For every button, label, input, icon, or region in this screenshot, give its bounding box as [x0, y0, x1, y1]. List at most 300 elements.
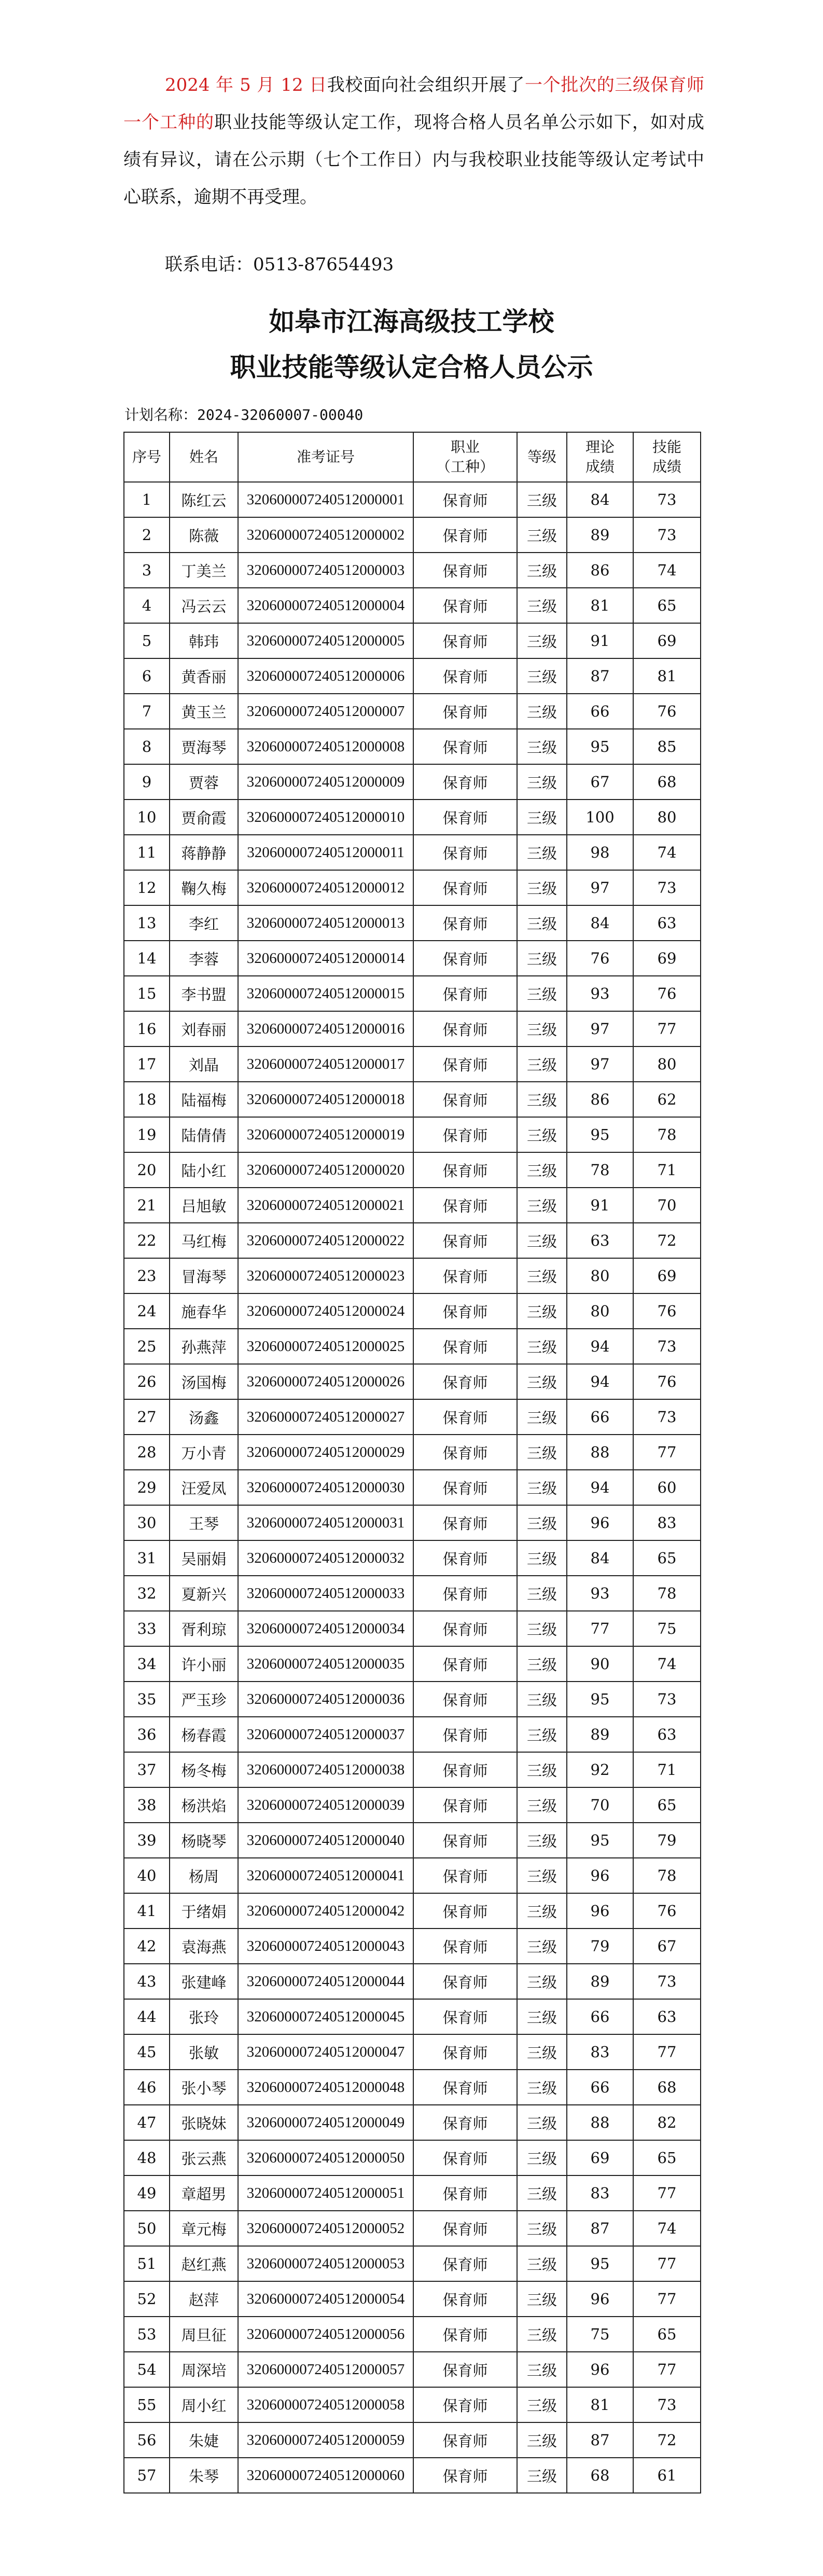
- cell-job: 保育师: [413, 2070, 517, 2105]
- cell-name: 章超男: [170, 2175, 238, 2211]
- cell-skill: 76: [633, 1293, 701, 1329]
- cell-name: 张敏: [170, 2034, 238, 2070]
- cell-no: 13: [124, 905, 170, 941]
- table-row: [124, 1223, 701, 1258]
- cell-theory: 80: [567, 1258, 633, 1293]
- cell-ticket: 320600007240512000016: [238, 1011, 413, 1046]
- cell-theory: 97: [567, 1046, 633, 1082]
- cell-level: 三级: [517, 1858, 567, 1893]
- header-no: 序号: [124, 432, 170, 482]
- cell-level: 三级: [517, 1293, 567, 1329]
- table-row: [124, 1858, 701, 1893]
- header-skill: 技能 成绩: [633, 432, 701, 482]
- cell-theory: 90: [567, 1646, 633, 1682]
- cell-theory: 69: [567, 2140, 633, 2175]
- cell-name: 汤国梅: [170, 1364, 238, 1399]
- cell-name: 张云燕: [170, 2140, 238, 2175]
- table-row: [124, 1329, 701, 1364]
- cell-job: 保育师: [413, 2422, 517, 2458]
- notice-paragraph: [123, 66, 704, 216]
- table-row: [124, 482, 701, 517]
- cell-name: 陆福梅: [170, 1082, 238, 1117]
- cell-level: 三级: [517, 1505, 567, 1540]
- cell-job: 保育师: [413, 2175, 517, 2211]
- cell-name: 鞠久梅: [170, 870, 238, 905]
- cell-job: 保育师: [413, 941, 517, 976]
- cell-no: 14: [124, 941, 170, 976]
- cell-no: 36: [124, 1717, 170, 1752]
- cell-theory: 88: [567, 2105, 633, 2140]
- school-title: 如皋市江海高级技工学校: [269, 307, 554, 337]
- cell-no: 53: [124, 2317, 170, 2352]
- cell-job: 保育师: [413, 1540, 517, 1576]
- cell-ticket: 320600007240512000041: [238, 1858, 413, 1893]
- cell-no: 25: [124, 1329, 170, 1364]
- cell-ticket: 320600007240512000039: [238, 1787, 413, 1823]
- cell-skill: 77: [633, 1011, 701, 1046]
- cell-name: 张建峰: [170, 1964, 238, 1999]
- cell-job: 保育师: [413, 1999, 517, 2034]
- cell-level: 三级: [517, 2070, 567, 2105]
- cell-ticket: 320600007240512000013: [238, 905, 413, 941]
- cell-job: 保育师: [413, 1258, 517, 1293]
- cell-ticket: 320600007240512000037: [238, 1717, 413, 1752]
- cell-skill: 76: [633, 1893, 701, 1928]
- cell-theory: 87: [567, 2422, 633, 2458]
- header-ticket: 准考证号: [238, 432, 413, 482]
- cell-theory: 95: [567, 2246, 633, 2281]
- cell-job: 保育师: [413, 729, 517, 764]
- cell-ticket: 320600007240512000015: [238, 976, 413, 1011]
- cell-level: 三级: [517, 729, 567, 764]
- cell-theory: 95: [567, 1117, 633, 1152]
- table-row: [124, 1787, 701, 1823]
- table-row: [124, 1364, 701, 1399]
- cell-theory: 79: [567, 1928, 633, 1964]
- cell-no: 29: [124, 1470, 170, 1505]
- cell-level: 三级: [517, 1576, 567, 1611]
- cell-no: 21: [124, 1188, 170, 1223]
- cell-name: 严玉珍: [170, 1682, 238, 1717]
- cell-name: 贾俞霞: [170, 800, 238, 835]
- table-row: [124, 976, 701, 1011]
- cell-level: 三级: [517, 1752, 567, 1787]
- cell-ticket: 320600007240512000005: [238, 623, 413, 658]
- notice-text-2: 职业技能等级认定工作，现将合格人员名单公示如下，如对成绩有异议，请在公示期（七个工作日）内与我校职业技能等级认定考试中心联系，逾期不再受理。: [123, 112, 705, 208]
- table-row: [124, 1823, 701, 1858]
- cell-ticket: 320600007240512000059: [238, 2422, 413, 2458]
- cell-theory: 87: [567, 2211, 633, 2246]
- cell-level: 三级: [517, 1152, 567, 1188]
- table-row: [124, 764, 701, 800]
- cell-name: 许小丽: [170, 1646, 238, 1682]
- cell-level: 三级: [517, 1999, 567, 2034]
- cell-theory: 98: [567, 835, 633, 870]
- cell-skill: 63: [633, 1717, 701, 1752]
- cell-skill: 74: [633, 2211, 701, 2246]
- cell-skill: 62: [633, 1082, 701, 1117]
- cell-ticket: 320600007240512000048: [238, 2070, 413, 2105]
- table-row: [124, 1611, 701, 1646]
- cell-skill: 75: [633, 1611, 701, 1646]
- table-row: [124, 1117, 701, 1152]
- cell-no: 11: [124, 835, 170, 870]
- cell-skill: 70: [633, 1188, 701, 1223]
- cell-level: 三级: [517, 553, 567, 588]
- cell-level: 三级: [517, 2105, 567, 2140]
- cell-job: 保育师: [413, 2140, 517, 2175]
- cell-theory: 81: [567, 588, 633, 623]
- cell-theory: 83: [567, 2034, 633, 2070]
- cell-skill: 72: [633, 1223, 701, 1258]
- cell-name: 贾蓉: [170, 764, 238, 800]
- cell-job: 保育师: [413, 588, 517, 623]
- cell-no: 56: [124, 2422, 170, 2458]
- notice-date: 2024 年 5 月 12 日: [165, 75, 327, 95]
- cell-skill: 78: [633, 1576, 701, 1611]
- cell-no: 52: [124, 2281, 170, 2317]
- cell-level: 三级: [517, 517, 567, 553]
- table-row: [124, 1188, 701, 1223]
- cell-level: 三级: [517, 1329, 567, 1364]
- cell-no: 2: [124, 517, 170, 553]
- cell-ticket: 320600007240512000001: [238, 482, 413, 517]
- cell-name: 朱婕: [170, 2422, 238, 2458]
- cell-theory: 84: [567, 905, 633, 941]
- cell-job: 保育师: [413, 2281, 517, 2317]
- cell-ticket: 320600007240512000025: [238, 1329, 413, 1364]
- table-row: [124, 1435, 701, 1470]
- table-row: [124, 1964, 701, 1999]
- cell-ticket: 320600007240512000040: [238, 1823, 413, 1858]
- table-row: [124, 2211, 701, 2246]
- cell-no: 34: [124, 1646, 170, 1682]
- cell-level: 三级: [517, 1893, 567, 1928]
- cell-no: 54: [124, 2352, 170, 2387]
- cell-skill: 68: [633, 2070, 701, 2105]
- cell-ticket: 320600007240512000052: [238, 2211, 413, 2246]
- cell-name: 吕旭敏: [170, 1188, 238, 1223]
- cell-name: 李书盟: [170, 976, 238, 1011]
- cell-name: 陆倩倩: [170, 1117, 238, 1152]
- cell-level: 三级: [517, 2246, 567, 2281]
- table-row: [124, 1082, 701, 1117]
- cell-level: 三级: [517, 2211, 567, 2246]
- cell-level: 三级: [517, 2175, 567, 2211]
- cell-no: 12: [124, 870, 170, 905]
- table-row: [124, 658, 701, 694]
- cell-no: 51: [124, 2246, 170, 2281]
- cell-no: 49: [124, 2175, 170, 2211]
- cell-theory: 96: [567, 1505, 633, 1540]
- cell-theory: 92: [567, 1752, 633, 1787]
- cell-skill: 73: [633, 1682, 701, 1717]
- cell-job: 保育师: [413, 976, 517, 1011]
- cell-skill: 60: [633, 1470, 701, 1505]
- cell-ticket: 320600007240512000047: [238, 2034, 413, 2070]
- cell-name: 李蓉: [170, 941, 238, 976]
- cell-job: 保育师: [413, 835, 517, 870]
- cell-ticket: 320600007240512000004: [238, 588, 413, 623]
- cell-name: 杨晓琴: [170, 1823, 238, 1858]
- cell-name: 刘晶: [170, 1046, 238, 1082]
- cell-ticket: 320600007240512000006: [238, 658, 413, 694]
- cell-skill: 76: [633, 694, 701, 729]
- cell-name: 韩玮: [170, 623, 238, 658]
- notice-batch: 一个批次的三级保育师一个工种的: [123, 75, 705, 133]
- cell-job: 保育师: [413, 1117, 517, 1152]
- cell-no: 22: [124, 1223, 170, 1258]
- cell-level: 三级: [517, 482, 567, 517]
- cell-level: 三级: [517, 1117, 567, 1152]
- cell-skill: 80: [633, 800, 701, 835]
- cell-ticket: 320600007240512000022: [238, 1223, 413, 1258]
- cell-job: 保育师: [413, 1011, 517, 1046]
- cell-skill: 73: [633, 2387, 701, 2422]
- cell-name: 吴丽娟: [170, 1540, 238, 1576]
- cell-name: 朱琴: [170, 2458, 238, 2493]
- cell-name: 马红梅: [170, 1223, 238, 1258]
- cell-theory: 89: [567, 517, 633, 553]
- table-row: [124, 2422, 701, 2458]
- cell-theory: 97: [567, 870, 633, 905]
- cell-no: 40: [124, 1858, 170, 1893]
- cell-skill: 77: [633, 2175, 701, 2211]
- table-row: [124, 941, 701, 976]
- cell-skill: 63: [633, 1999, 701, 2034]
- cell-level: 三级: [517, 2034, 567, 2070]
- cell-theory: 77: [567, 1611, 633, 1646]
- cell-no: 47: [124, 2105, 170, 2140]
- cell-skill: 74: [633, 553, 701, 588]
- cell-job: 保育师: [413, 553, 517, 588]
- cell-no: 38: [124, 1787, 170, 1823]
- cell-no: 30: [124, 1505, 170, 1540]
- cell-theory: 66: [567, 1999, 633, 2034]
- cell-theory: 67: [567, 764, 633, 800]
- cell-level: 三级: [517, 1188, 567, 1223]
- table-row: [124, 2352, 701, 2387]
- cell-level: 三级: [517, 1435, 567, 1470]
- cell-ticket: 320600007240512000014: [238, 941, 413, 976]
- table-row: [124, 870, 701, 905]
- cell-skill: 65: [633, 2140, 701, 2175]
- cell-level: 三级: [517, 976, 567, 1011]
- cell-level: 三级: [517, 1823, 567, 1858]
- cell-job: 保育师: [413, 1646, 517, 1682]
- cell-job: 保育师: [413, 1046, 517, 1082]
- table-row: [124, 1928, 701, 1964]
- cell-job: 保育师: [413, 2387, 517, 2422]
- cell-skill: 77: [633, 2246, 701, 2281]
- cell-no: 44: [124, 1999, 170, 2034]
- cell-ticket: 320600007240512000027: [238, 1399, 413, 1435]
- cell-ticket: 320600007240512000020: [238, 1152, 413, 1188]
- cell-no: 15: [124, 976, 170, 1011]
- table-row: [124, 905, 701, 941]
- cell-job: 保育师: [413, 1858, 517, 1893]
- cell-level: 三级: [517, 2317, 567, 2352]
- cell-level: 三级: [517, 1011, 567, 1046]
- cell-theory: 93: [567, 1576, 633, 1611]
- cell-skill: 79: [633, 1823, 701, 1858]
- qualified-roster-table: [123, 432, 701, 2494]
- cell-name: 张晓妹: [170, 2105, 238, 2140]
- cell-ticket: 320600007240512000021: [238, 1188, 413, 1223]
- cell-theory: 96: [567, 2352, 633, 2387]
- cell-ticket: 320600007240512000003: [238, 553, 413, 588]
- header-theory: 理论 成绩: [567, 432, 633, 482]
- cell-theory: 63: [567, 1223, 633, 1258]
- cell-skill: 83: [633, 1505, 701, 1540]
- cell-ticket: 320600007240512000057: [238, 2352, 413, 2387]
- cell-name: 杨洪焰: [170, 1787, 238, 1823]
- cell-name: 胥利琼: [170, 1611, 238, 1646]
- cell-theory: 89: [567, 1717, 633, 1752]
- cell-no: 24: [124, 1293, 170, 1329]
- cell-no: 46: [124, 2070, 170, 2105]
- cell-level: 三级: [517, 905, 567, 941]
- notice-text-1: 我校面向社会组织开展了: [327, 75, 525, 95]
- cell-job: 保育师: [413, 1223, 517, 1258]
- cell-theory: 83: [567, 2175, 633, 2211]
- cell-ticket: 320600007240512000029: [238, 1435, 413, 1470]
- cell-name: 汤鑫: [170, 1399, 238, 1435]
- table-row: [124, 1646, 701, 1682]
- cell-ticket: 320600007240512000038: [238, 1752, 413, 1787]
- cell-no: 28: [124, 1435, 170, 1470]
- cell-skill: 78: [633, 1117, 701, 1152]
- cell-level: 三级: [517, 1787, 567, 1823]
- table-row: [124, 1011, 701, 1046]
- cell-no: 10: [124, 800, 170, 835]
- cell-skill: 73: [633, 1329, 701, 1364]
- plan-name: 计划名称：2024-32060007-00040: [124, 406, 364, 423]
- cell-level: 三级: [517, 2422, 567, 2458]
- cell-theory: 86: [567, 553, 633, 588]
- table-row: [124, 2140, 701, 2175]
- cell-skill: 76: [633, 1364, 701, 1399]
- cell-skill: 77: [633, 2281, 701, 2317]
- cell-theory: 70: [567, 1787, 633, 1823]
- cell-no: 17: [124, 1046, 170, 1082]
- cell-ticket: 320600007240512000051: [238, 2175, 413, 2211]
- cell-skill: 73: [633, 1399, 701, 1435]
- cell-no: 57: [124, 2458, 170, 2493]
- cell-level: 三级: [517, 835, 567, 870]
- cell-name: 蒋静静: [170, 835, 238, 870]
- table-row: [124, 2458, 701, 2493]
- cell-ticket: 320600007240512000010: [238, 800, 413, 835]
- cell-level: 三级: [517, 1258, 567, 1293]
- cell-theory: 68: [567, 2458, 633, 2493]
- cell-level: 三级: [517, 1540, 567, 1576]
- cell-job: 保育师: [413, 1576, 517, 1611]
- cell-theory: 95: [567, 1682, 633, 1717]
- cell-level: 三级: [517, 2281, 567, 2317]
- cell-skill: 69: [633, 941, 701, 976]
- cell-skill: 71: [633, 1752, 701, 1787]
- cell-level: 三级: [517, 1399, 567, 1435]
- cell-ticket: 320600007240512000030: [238, 1470, 413, 1505]
- cell-skill: 73: [633, 1964, 701, 1999]
- cell-skill: 69: [633, 1258, 701, 1293]
- cell-ticket: 320600007240512000023: [238, 1258, 413, 1293]
- table-row: [124, 1470, 701, 1505]
- cell-name: 赵红燕: [170, 2246, 238, 2281]
- cell-ticket: 320600007240512000044: [238, 1964, 413, 1999]
- cell-name: 陈红云: [170, 482, 238, 517]
- table-row: [124, 2281, 701, 2317]
- cell-no: 5: [124, 623, 170, 658]
- cell-no: 45: [124, 2034, 170, 2070]
- table-row: [124, 694, 701, 729]
- cell-no: 43: [124, 1964, 170, 1999]
- header-job: 职业 （工种）: [413, 432, 517, 482]
- table-row: [124, 1540, 701, 1576]
- cell-job: 保育师: [413, 870, 517, 905]
- cell-name: 刘春丽: [170, 1011, 238, 1046]
- cell-no: 32: [124, 1576, 170, 1611]
- cell-theory: 89: [567, 1964, 633, 1999]
- table-row: [124, 1152, 701, 1188]
- cell-no: 7: [124, 694, 170, 729]
- header-name: 姓名: [170, 432, 238, 482]
- cell-ticket: 320600007240512000056: [238, 2317, 413, 2352]
- cell-job: 保育师: [413, 1893, 517, 1928]
- cell-no: 31: [124, 1540, 170, 1576]
- cell-skill: 76: [633, 976, 701, 1011]
- cell-no: 48: [124, 2140, 170, 2175]
- cell-level: 三级: [517, 2352, 567, 2387]
- cell-job: 保育师: [413, 623, 517, 658]
- table-row: [124, 800, 701, 835]
- cell-ticket: 320600007240512000050: [238, 2140, 413, 2175]
- cell-job: 保育师: [413, 1964, 517, 1999]
- cell-job: 保育师: [413, 2352, 517, 2387]
- cell-skill: 65: [633, 588, 701, 623]
- cell-name: 杨冬梅: [170, 1752, 238, 1787]
- cell-ticket: 320600007240512000009: [238, 764, 413, 800]
- cell-ticket: 320600007240512000043: [238, 1928, 413, 1964]
- table-row: [124, 2246, 701, 2281]
- cell-no: 18: [124, 1082, 170, 1117]
- cell-no: 55: [124, 2387, 170, 2422]
- cell-job: 保育师: [413, 2246, 517, 2281]
- cell-name: 袁海燕: [170, 1928, 238, 1964]
- cell-theory: 94: [567, 1470, 633, 1505]
- table-row: [124, 1752, 701, 1787]
- cell-ticket: 320600007240512000024: [238, 1293, 413, 1329]
- cell-name: 汪爱凤: [170, 1470, 238, 1505]
- cell-theory: 97: [567, 1011, 633, 1046]
- cell-name: 王琴: [170, 1505, 238, 1540]
- cell-ticket: 320600007240512000026: [238, 1364, 413, 1399]
- cell-level: 三级: [517, 2458, 567, 2493]
- table-row: [124, 1576, 701, 1611]
- cell-theory: 96: [567, 1893, 633, 1928]
- cell-job: 保育师: [413, 1152, 517, 1188]
- table-row: [124, 517, 701, 553]
- cell-no: 3: [124, 553, 170, 588]
- cell-theory: 66: [567, 694, 633, 729]
- cell-skill: 61: [633, 2458, 701, 2493]
- cell-skill: 73: [633, 517, 701, 553]
- cell-name: 丁美兰: [170, 553, 238, 588]
- cell-job: 保育师: [413, 517, 517, 553]
- table-row: [124, 553, 701, 588]
- cell-level: 三级: [517, 1717, 567, 1752]
